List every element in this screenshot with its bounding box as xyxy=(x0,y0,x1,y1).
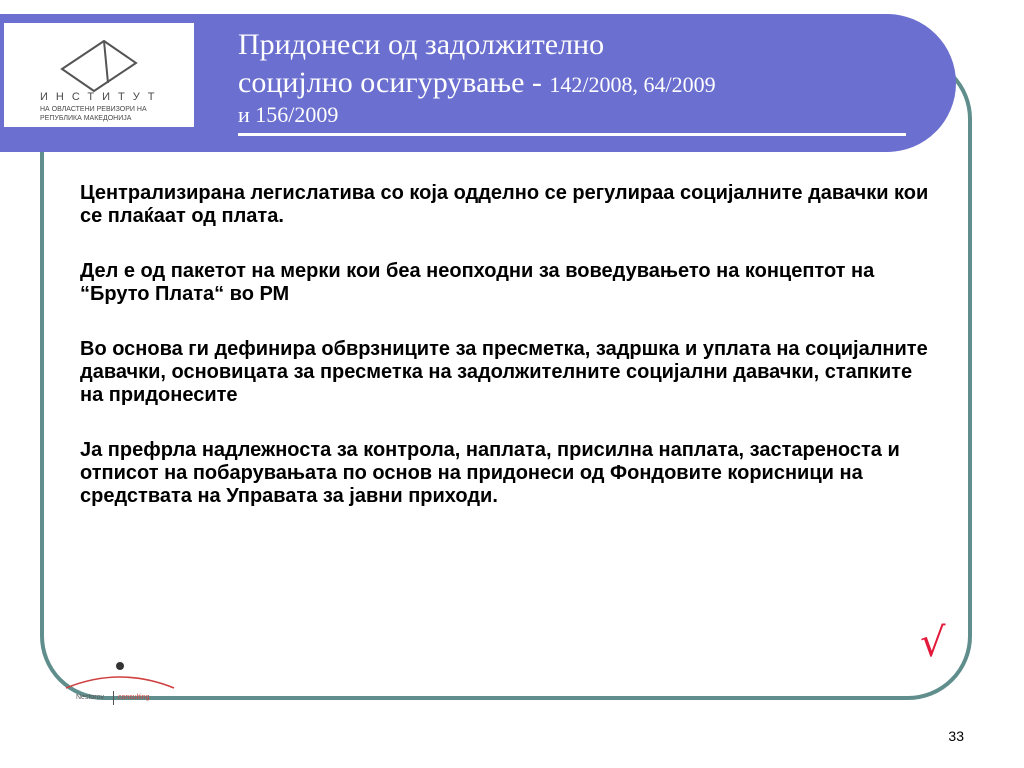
logo-subtitle-line-2: РЕПУБЛИКА МАКЕДОНИЈА xyxy=(40,115,132,122)
title-line-2-refs: 142/2008, 64/2009 xyxy=(549,72,716,97)
footer-tag: consulting xyxy=(118,694,150,701)
checkmark-icon: √ xyxy=(920,620,946,666)
title-underline xyxy=(238,133,906,136)
footer-logo xyxy=(60,658,180,708)
paragraph: Централизирана легислатива со која одделно се регулираа социјалните давачки кои се плаќаат од плата. xyxy=(80,182,929,227)
paragraph: Ја префрла надлежноста за контрола, наплата, присилна наплата, застареноста и отписот на побарувањата по основ на придонеси од Фондовите корисници на средствата на Управата за јавни приходи. xyxy=(80,439,900,507)
page-number: 33 xyxy=(948,728,964,744)
paragraph: Дел е од пакетот на мерки кои беа неопходни за воведувањето на концептот на “Бруто Плата“ во РМ xyxy=(80,260,875,305)
logo-name: ИНСТИТУТ xyxy=(40,91,163,103)
title-line-3: и 156/2009 xyxy=(238,102,339,127)
footer-swoosh-icon xyxy=(60,658,180,692)
title-line-1: Придонеси од задолжително xyxy=(238,28,605,61)
title-line-2 xyxy=(238,64,918,102)
body-text xyxy=(80,182,940,540)
footer-separator xyxy=(113,691,114,705)
title-line-2-main: социјлно осигурување - xyxy=(238,66,550,99)
institute-logo xyxy=(4,23,194,127)
footer-name: Nestorov xyxy=(76,694,105,701)
paragraph: Во основа ги дефинира обврзниците за пресметка, задршка и уплата на социјалните давачки, основицата за пресметка на задолжителните социјални давачки, стапките на придонесите xyxy=(80,338,928,406)
page-title xyxy=(238,26,918,128)
logo-subtitle xyxy=(40,105,190,123)
logo-subtitle-line-1: НА ОВЛАСТЕНИ РЕВИЗОРИ НА xyxy=(40,106,147,113)
